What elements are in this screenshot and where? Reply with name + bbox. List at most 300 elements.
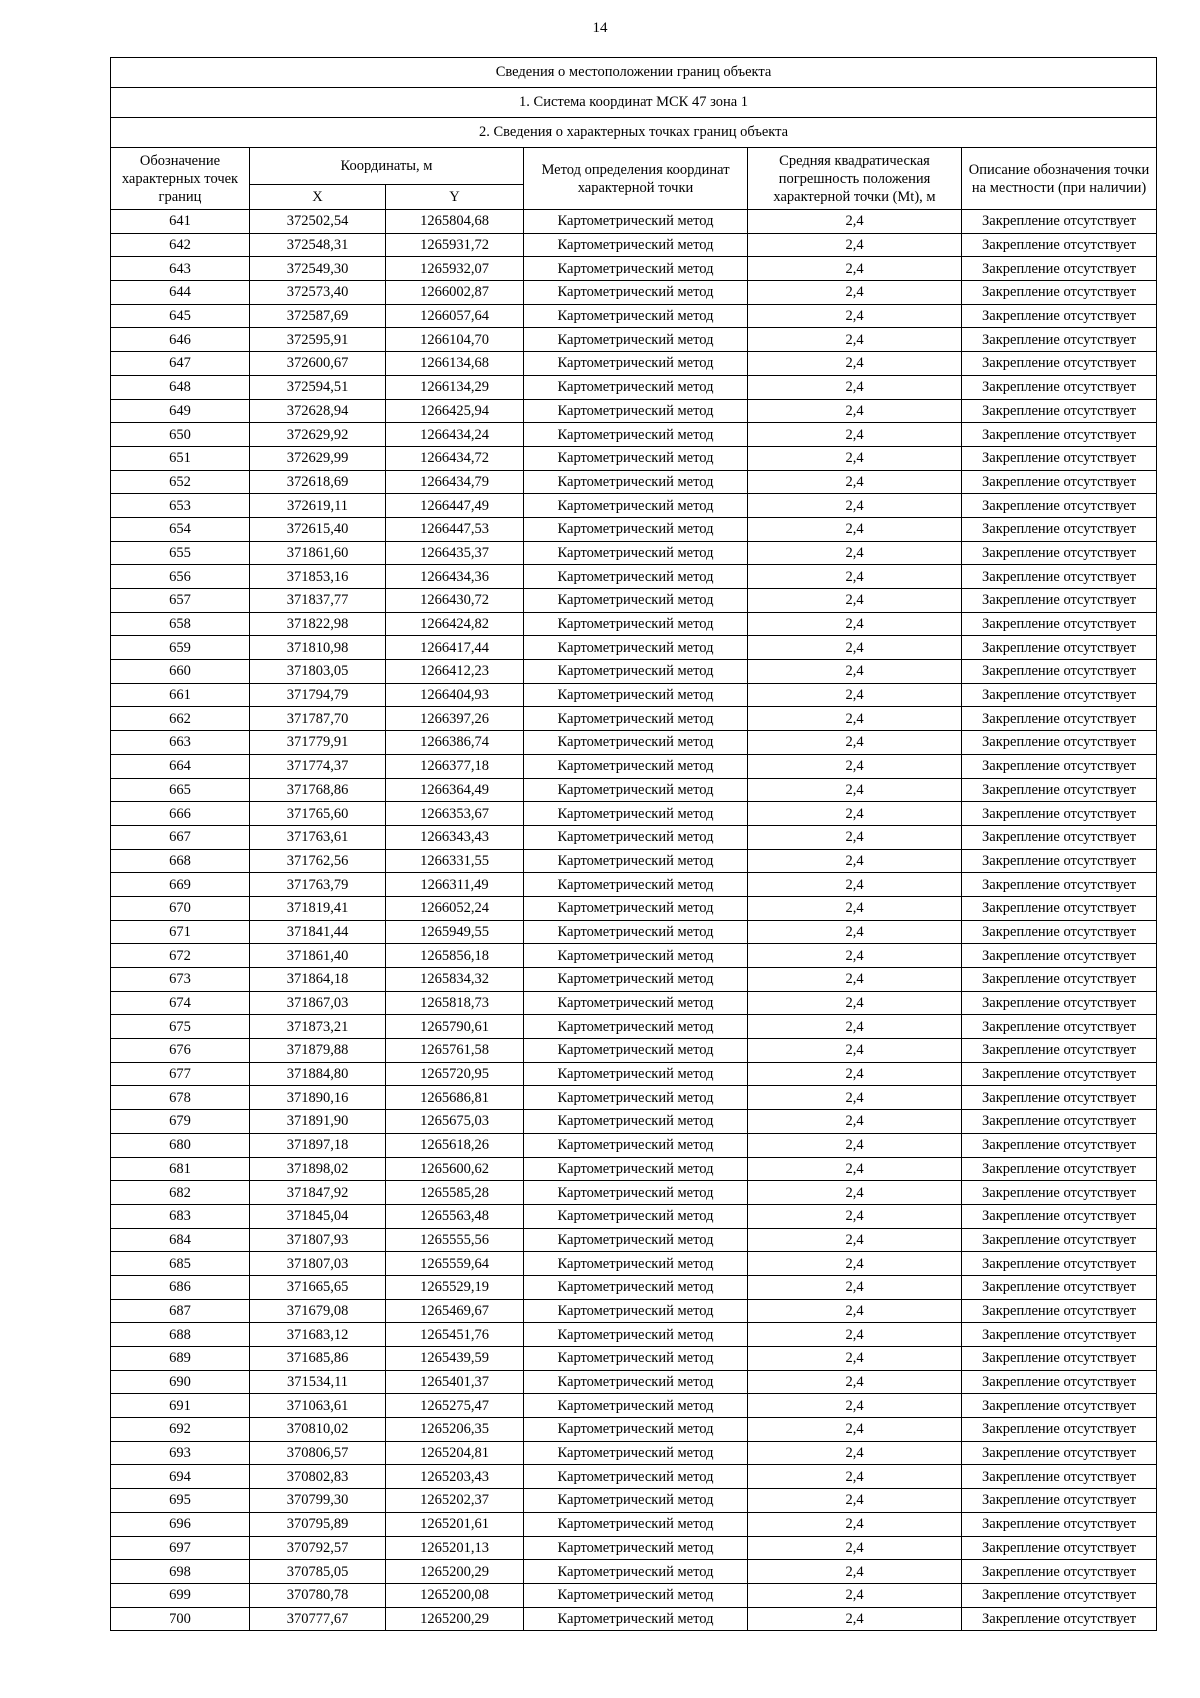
header-y: Y xyxy=(386,185,524,210)
y-cell: 1266434,36 xyxy=(386,565,524,589)
table-row xyxy=(111,589,1157,613)
y-cell: 1265790,61 xyxy=(386,1015,524,1039)
table-row xyxy=(111,1062,1157,1086)
table-row xyxy=(111,328,1157,352)
y-cell: 1266425,94 xyxy=(386,399,524,423)
error-cell: 2,4 xyxy=(748,589,962,613)
point-id-cell: 698 xyxy=(111,1560,250,1584)
method-cell: Картометрический метод xyxy=(524,446,748,470)
point-id-cell: 684 xyxy=(111,1228,250,1252)
table-row xyxy=(111,1489,1157,1513)
method-cell: Картометрический метод xyxy=(524,849,748,873)
x-cell: 371534,11 xyxy=(250,1370,386,1394)
y-cell: 1265834,32 xyxy=(386,968,524,992)
y-cell: 1265555,56 xyxy=(386,1228,524,1252)
description-cell: Закрепление отсутствует xyxy=(962,778,1157,802)
x-cell: 371787,70 xyxy=(250,707,386,731)
description-cell: Закрепление отсутствует xyxy=(962,470,1157,494)
header-coordinates: Координаты, м xyxy=(250,148,524,185)
point-id-cell: 697 xyxy=(111,1536,250,1560)
method-cell: Картометрический метод xyxy=(524,920,748,944)
method-cell: Картометрический метод xyxy=(524,1157,748,1181)
x-cell: 371822,98 xyxy=(250,612,386,636)
method-cell: Картометрический метод xyxy=(524,1133,748,1157)
method-cell: Картометрический метод xyxy=(524,328,748,352)
description-cell: Закрепление отсутствует xyxy=(962,1299,1157,1323)
header-x: X xyxy=(250,185,386,210)
y-cell: 1266331,55 xyxy=(386,849,524,873)
x-cell: 371898,02 xyxy=(250,1157,386,1181)
table-body xyxy=(111,210,1157,1631)
point-id-cell: 643 xyxy=(111,257,250,281)
y-cell: 1266364,49 xyxy=(386,778,524,802)
table-row xyxy=(111,660,1157,684)
method-cell: Картометрический метод xyxy=(524,375,748,399)
description-cell: Закрепление отсутствует xyxy=(962,210,1157,234)
description-cell: Закрепление отсутствует xyxy=(962,352,1157,376)
description-cell: Закрепление отсутствует xyxy=(962,1370,1157,1394)
x-cell: 371774,37 xyxy=(250,754,386,778)
table-row xyxy=(111,754,1157,778)
table-row xyxy=(111,470,1157,494)
y-cell: 1266377,18 xyxy=(386,754,524,778)
y-cell: 1265201,13 xyxy=(386,1536,524,1560)
method-cell: Картометрический метод xyxy=(524,1110,748,1134)
error-cell: 2,4 xyxy=(748,731,962,755)
table-row xyxy=(111,1441,1157,1465)
y-cell: 1265201,61 xyxy=(386,1512,524,1536)
y-cell: 1265761,58 xyxy=(386,1039,524,1063)
table-row xyxy=(111,541,1157,565)
table-row xyxy=(111,849,1157,873)
description-cell: Закрепление отсутствует xyxy=(962,233,1157,257)
error-cell: 2,4 xyxy=(748,233,962,257)
table-row xyxy=(111,304,1157,328)
x-cell: 370777,67 xyxy=(250,1607,386,1631)
table-title: Сведения о местоположении границ объекта xyxy=(111,58,1157,88)
y-cell: 1265675,03 xyxy=(386,1110,524,1134)
point-id-cell: 665 xyxy=(111,778,250,802)
y-cell: 1266404,93 xyxy=(386,683,524,707)
x-cell: 372600,67 xyxy=(250,352,386,376)
method-cell: Картометрический метод xyxy=(524,1465,748,1489)
y-cell: 1265275,47 xyxy=(386,1394,524,1418)
x-cell: 372549,30 xyxy=(250,257,386,281)
error-cell: 2,4 xyxy=(748,1204,962,1228)
description-cell: Закрепление отсутствует xyxy=(962,1228,1157,1252)
description-cell: Закрепление отсутствует xyxy=(962,1323,1157,1347)
x-cell: 371873,21 xyxy=(250,1015,386,1039)
table-row xyxy=(111,707,1157,731)
table-row xyxy=(111,1418,1157,1442)
x-cell: 372629,92 xyxy=(250,423,386,447)
table-row xyxy=(111,281,1157,305)
x-cell: 371807,93 xyxy=(250,1228,386,1252)
point-id-cell: 676 xyxy=(111,1039,250,1063)
x-cell: 371794,79 xyxy=(250,683,386,707)
x-cell: 372587,69 xyxy=(250,304,386,328)
table-row xyxy=(111,1015,1157,1039)
table-row xyxy=(111,1370,1157,1394)
description-cell: Закрепление отсутствует xyxy=(962,968,1157,992)
table-row xyxy=(111,1181,1157,1205)
table-row xyxy=(111,1607,1157,1631)
error-cell: 2,4 xyxy=(748,849,962,873)
point-id-cell: 671 xyxy=(111,920,250,944)
y-cell: 1266343,43 xyxy=(386,825,524,849)
point-id-cell: 652 xyxy=(111,470,250,494)
description-cell: Закрепление отсутствует xyxy=(962,825,1157,849)
point-id-cell: 653 xyxy=(111,494,250,518)
y-cell: 1265804,68 xyxy=(386,210,524,234)
description-cell: Закрепление отсутствует xyxy=(962,1252,1157,1276)
x-cell: 370792,57 xyxy=(250,1536,386,1560)
description-cell: Закрепление отсутствует xyxy=(962,1583,1157,1607)
error-cell: 2,4 xyxy=(748,1252,962,1276)
coordinate-system: 1. Система координат МСК 47 зона 1 xyxy=(111,88,1157,118)
x-cell: 371841,44 xyxy=(250,920,386,944)
y-cell: 1266434,79 xyxy=(386,470,524,494)
description-cell: Закрепление отсутствует xyxy=(962,636,1157,660)
method-cell: Картометрический метод xyxy=(524,636,748,660)
error-cell: 2,4 xyxy=(748,328,962,352)
y-cell: 1265204,81 xyxy=(386,1441,524,1465)
method-cell: Картометрический метод xyxy=(524,565,748,589)
y-cell: 1266435,37 xyxy=(386,541,524,565)
description-cell: Закрепление отсутствует xyxy=(962,541,1157,565)
y-cell: 1265401,37 xyxy=(386,1370,524,1394)
description-cell: Закрепление отсутствует xyxy=(962,328,1157,352)
point-id-cell: 651 xyxy=(111,446,250,470)
method-cell: Картометрический метод xyxy=(524,399,748,423)
y-cell: 1265600,62 xyxy=(386,1157,524,1181)
x-cell: 371897,18 xyxy=(250,1133,386,1157)
point-id-cell: 644 xyxy=(111,281,250,305)
description-cell: Закрепление отсутствует xyxy=(962,1607,1157,1631)
error-cell: 2,4 xyxy=(748,399,962,423)
error-cell: 2,4 xyxy=(748,1583,962,1607)
point-id-cell: 688 xyxy=(111,1323,250,1347)
table-row xyxy=(111,1275,1157,1299)
point-id-cell: 685 xyxy=(111,1252,250,1276)
error-cell: 2,4 xyxy=(748,754,962,778)
method-cell: Картометрический метод xyxy=(524,352,748,376)
y-cell: 1266386,74 xyxy=(386,731,524,755)
method-cell: Картометрический метод xyxy=(524,1252,748,1276)
method-cell: Картометрический метод xyxy=(524,991,748,1015)
method-cell: Картометрический метод xyxy=(524,1370,748,1394)
error-cell: 2,4 xyxy=(748,352,962,376)
x-cell: 371890,16 xyxy=(250,1086,386,1110)
header-error: Средняя квадратическая погрешность положения характерной точки (Mt), м xyxy=(748,148,962,210)
point-id-cell: 696 xyxy=(111,1512,250,1536)
y-cell: 1265618,26 xyxy=(386,1133,524,1157)
method-cell: Картометрический метод xyxy=(524,1323,748,1347)
x-cell: 372615,40 xyxy=(250,517,386,541)
y-cell: 1265932,07 xyxy=(386,257,524,281)
error-cell: 2,4 xyxy=(748,825,962,849)
y-cell: 1265529,19 xyxy=(386,1275,524,1299)
method-cell: Картометрический метод xyxy=(524,1062,748,1086)
description-cell: Закрепление отсутствует xyxy=(962,849,1157,873)
x-cell: 372628,94 xyxy=(250,399,386,423)
error-cell: 2,4 xyxy=(748,873,962,897)
y-cell: 1265439,59 xyxy=(386,1347,524,1371)
x-cell: 371864,18 xyxy=(250,968,386,992)
point-id-cell: 667 xyxy=(111,825,250,849)
point-id-cell: 655 xyxy=(111,541,250,565)
x-cell: 370785,05 xyxy=(250,1560,386,1584)
description-cell: Закрепление отсутствует xyxy=(962,1039,1157,1063)
x-cell: 371884,80 xyxy=(250,1062,386,1086)
method-cell: Картометрический метод xyxy=(524,1418,748,1442)
table-row xyxy=(111,494,1157,518)
method-cell: Картометрический метод xyxy=(524,802,748,826)
x-cell: 370780,78 xyxy=(250,1583,386,1607)
y-cell: 1266052,24 xyxy=(386,896,524,920)
table-row xyxy=(111,873,1157,897)
x-cell: 372573,40 xyxy=(250,281,386,305)
description-cell: Закрепление отсутствует xyxy=(962,802,1157,826)
point-id-cell: 689 xyxy=(111,1347,250,1371)
method-cell: Картометрический метод xyxy=(524,233,748,257)
method-cell: Картометрический метод xyxy=(524,1512,748,1536)
point-id-cell: 645 xyxy=(111,304,250,328)
error-cell: 2,4 xyxy=(748,636,962,660)
x-cell: 372629,99 xyxy=(250,446,386,470)
error-cell: 2,4 xyxy=(748,1560,962,1584)
point-id-cell: 663 xyxy=(111,731,250,755)
description-cell: Закрепление отсутствует xyxy=(962,1157,1157,1181)
point-id-cell: 674 xyxy=(111,991,250,1015)
error-cell: 2,4 xyxy=(748,1418,962,1442)
error-cell: 2,4 xyxy=(748,281,962,305)
table-row xyxy=(111,1252,1157,1276)
x-cell: 371861,60 xyxy=(250,541,386,565)
header-designation: Обозначение характерных точек границ xyxy=(111,148,250,210)
error-cell: 2,4 xyxy=(748,470,962,494)
error-cell: 2,4 xyxy=(748,423,962,447)
x-cell: 371867,03 xyxy=(250,991,386,1015)
y-cell: 1266412,23 xyxy=(386,660,524,684)
point-id-cell: 681 xyxy=(111,1157,250,1181)
method-cell: Картометрический метод xyxy=(524,470,748,494)
y-cell: 1266311,49 xyxy=(386,873,524,897)
description-cell: Закрепление отсутствует xyxy=(962,446,1157,470)
y-cell: 1266002,87 xyxy=(386,281,524,305)
y-cell: 1265559,64 xyxy=(386,1252,524,1276)
table-row xyxy=(111,1110,1157,1134)
table-row xyxy=(111,257,1157,281)
point-id-cell: 678 xyxy=(111,1086,250,1110)
header-description: Описание обозначения точки на местности (при наличии) xyxy=(962,148,1157,210)
method-cell: Картометрический метод xyxy=(524,778,748,802)
y-cell: 1265931,72 xyxy=(386,233,524,257)
error-cell: 2,4 xyxy=(748,1512,962,1536)
description-cell: Закрепление отсутствует xyxy=(962,494,1157,518)
table-row xyxy=(111,1204,1157,1228)
error-cell: 2,4 xyxy=(748,446,962,470)
point-id-cell: 679 xyxy=(111,1110,250,1134)
description-cell: Закрепление отсутствует xyxy=(962,565,1157,589)
table-row xyxy=(111,399,1157,423)
description-cell: Закрепление отсутствует xyxy=(962,1015,1157,1039)
x-cell: 372548,31 xyxy=(250,233,386,257)
description-cell: Закрепление отсутствует xyxy=(962,683,1157,707)
description-cell: Закрепление отсутствует xyxy=(962,731,1157,755)
table-row xyxy=(111,1299,1157,1323)
method-cell: Картометрический метод xyxy=(524,1583,748,1607)
table-row xyxy=(111,944,1157,968)
point-id-cell: 682 xyxy=(111,1181,250,1205)
point-id-cell: 642 xyxy=(111,233,250,257)
point-id-cell: 656 xyxy=(111,565,250,589)
y-cell: 1266057,64 xyxy=(386,304,524,328)
x-cell: 371861,40 xyxy=(250,944,386,968)
method-cell: Картометрический метод xyxy=(524,541,748,565)
method-cell: Картометрический метод xyxy=(524,494,748,518)
method-cell: Картометрический метод xyxy=(524,1441,748,1465)
table-row xyxy=(111,968,1157,992)
error-cell: 2,4 xyxy=(748,1015,962,1039)
description-cell: Закрепление отсутствует xyxy=(962,1275,1157,1299)
method-cell: Картометрический метод xyxy=(524,1228,748,1252)
error-cell: 2,4 xyxy=(748,1465,962,1489)
x-cell: 371891,90 xyxy=(250,1110,386,1134)
table-row xyxy=(111,1086,1157,1110)
description-cell: Закрепление отсутствует xyxy=(962,589,1157,613)
method-cell: Картометрический метод xyxy=(524,257,748,281)
table-row xyxy=(111,991,1157,1015)
error-cell: 2,4 xyxy=(748,375,962,399)
method-cell: Картометрический метод xyxy=(524,707,748,731)
description-cell: Закрепление отсутствует xyxy=(962,1465,1157,1489)
description-cell: Закрепление отсутствует xyxy=(962,920,1157,944)
error-cell: 2,4 xyxy=(748,920,962,944)
x-cell: 371665,65 xyxy=(250,1275,386,1299)
table-row xyxy=(111,1323,1157,1347)
error-cell: 2,4 xyxy=(748,1489,962,1513)
table-row xyxy=(111,565,1157,589)
point-id-cell: 672 xyxy=(111,944,250,968)
method-cell: Картометрический метод xyxy=(524,612,748,636)
x-cell: 372502,54 xyxy=(250,210,386,234)
error-cell: 2,4 xyxy=(748,541,962,565)
error-cell: 2,4 xyxy=(748,660,962,684)
error-cell: 2,4 xyxy=(748,1228,962,1252)
table-row xyxy=(111,423,1157,447)
point-id-cell: 649 xyxy=(111,399,250,423)
description-cell: Закрепление отсутствует xyxy=(962,1441,1157,1465)
method-cell: Картометрический метод xyxy=(524,1560,748,1584)
table-row xyxy=(111,802,1157,826)
point-id-cell: 683 xyxy=(111,1204,250,1228)
method-cell: Картометрический метод xyxy=(524,1015,748,1039)
point-id-cell: 660 xyxy=(111,660,250,684)
table-row xyxy=(111,896,1157,920)
y-cell: 1266424,82 xyxy=(386,612,524,636)
x-cell: 371779,91 xyxy=(250,731,386,755)
y-cell: 1266397,26 xyxy=(386,707,524,731)
error-cell: 2,4 xyxy=(748,778,962,802)
method-cell: Картометрический метод xyxy=(524,731,748,755)
error-cell: 2,4 xyxy=(748,1536,962,1560)
table-row xyxy=(111,1157,1157,1181)
method-cell: Картометрический метод xyxy=(524,968,748,992)
table-row xyxy=(111,1228,1157,1252)
method-cell: Картометрический метод xyxy=(524,281,748,305)
description-cell: Закрепление отсутствует xyxy=(962,754,1157,778)
point-id-cell: 659 xyxy=(111,636,250,660)
point-id-cell: 695 xyxy=(111,1489,250,1513)
x-cell: 371837,77 xyxy=(250,589,386,613)
error-cell: 2,4 xyxy=(748,1062,962,1086)
y-cell: 1265206,35 xyxy=(386,1418,524,1442)
description-cell: Закрепление отсутствует xyxy=(962,944,1157,968)
method-cell: Картометрический метод xyxy=(524,1086,748,1110)
table-row xyxy=(111,517,1157,541)
error-cell: 2,4 xyxy=(748,304,962,328)
y-cell: 1266134,29 xyxy=(386,375,524,399)
error-cell: 2,4 xyxy=(748,944,962,968)
table-row xyxy=(111,778,1157,802)
error-cell: 2,4 xyxy=(748,896,962,920)
table-row xyxy=(111,1465,1157,1489)
x-cell: 371679,08 xyxy=(250,1299,386,1323)
point-id-cell: 658 xyxy=(111,612,250,636)
method-cell: Картометрический метод xyxy=(524,210,748,234)
table-row xyxy=(111,920,1157,944)
method-cell: Картометрический метод xyxy=(524,896,748,920)
description-cell: Закрепление отсутствует xyxy=(962,707,1157,731)
description-cell: Закрепление отсутствует xyxy=(962,375,1157,399)
y-cell: 1266447,53 xyxy=(386,517,524,541)
table-row xyxy=(111,352,1157,376)
error-cell: 2,4 xyxy=(748,1133,962,1157)
y-cell: 1265451,76 xyxy=(386,1323,524,1347)
x-cell: 370806,57 xyxy=(250,1441,386,1465)
y-cell: 1266104,70 xyxy=(386,328,524,352)
error-cell: 2,4 xyxy=(748,1181,962,1205)
error-cell: 2,4 xyxy=(748,1394,962,1418)
x-cell: 372618,69 xyxy=(250,470,386,494)
y-cell: 1265720,95 xyxy=(386,1062,524,1086)
x-cell: 371879,88 xyxy=(250,1039,386,1063)
method-cell: Картометрический метод xyxy=(524,825,748,849)
x-cell: 371063,61 xyxy=(250,1394,386,1418)
table-row xyxy=(111,612,1157,636)
method-cell: Картометрический метод xyxy=(524,1039,748,1063)
y-cell: 1265203,43 xyxy=(386,1465,524,1489)
y-cell: 1266430,72 xyxy=(386,589,524,613)
table-row xyxy=(111,731,1157,755)
point-id-cell: 662 xyxy=(111,707,250,731)
page-number: 14 xyxy=(592,20,608,36)
method-cell: Картометрический метод xyxy=(524,517,748,541)
description-cell: Закрепление отсутствует xyxy=(962,991,1157,1015)
description-cell: Закрепление отсутствует xyxy=(962,1394,1157,1418)
method-cell: Картометрический метод xyxy=(524,423,748,447)
description-cell: Закрепление отсутствует xyxy=(962,612,1157,636)
point-id-cell: 699 xyxy=(111,1583,250,1607)
point-id-cell: 694 xyxy=(111,1465,250,1489)
point-id-cell: 641 xyxy=(111,210,250,234)
table-row xyxy=(111,1560,1157,1584)
table-row xyxy=(111,1536,1157,1560)
description-cell: Закрепление отсутствует xyxy=(962,423,1157,447)
point-id-cell: 646 xyxy=(111,328,250,352)
description-cell: Закрепление отсутствует xyxy=(962,1536,1157,1560)
